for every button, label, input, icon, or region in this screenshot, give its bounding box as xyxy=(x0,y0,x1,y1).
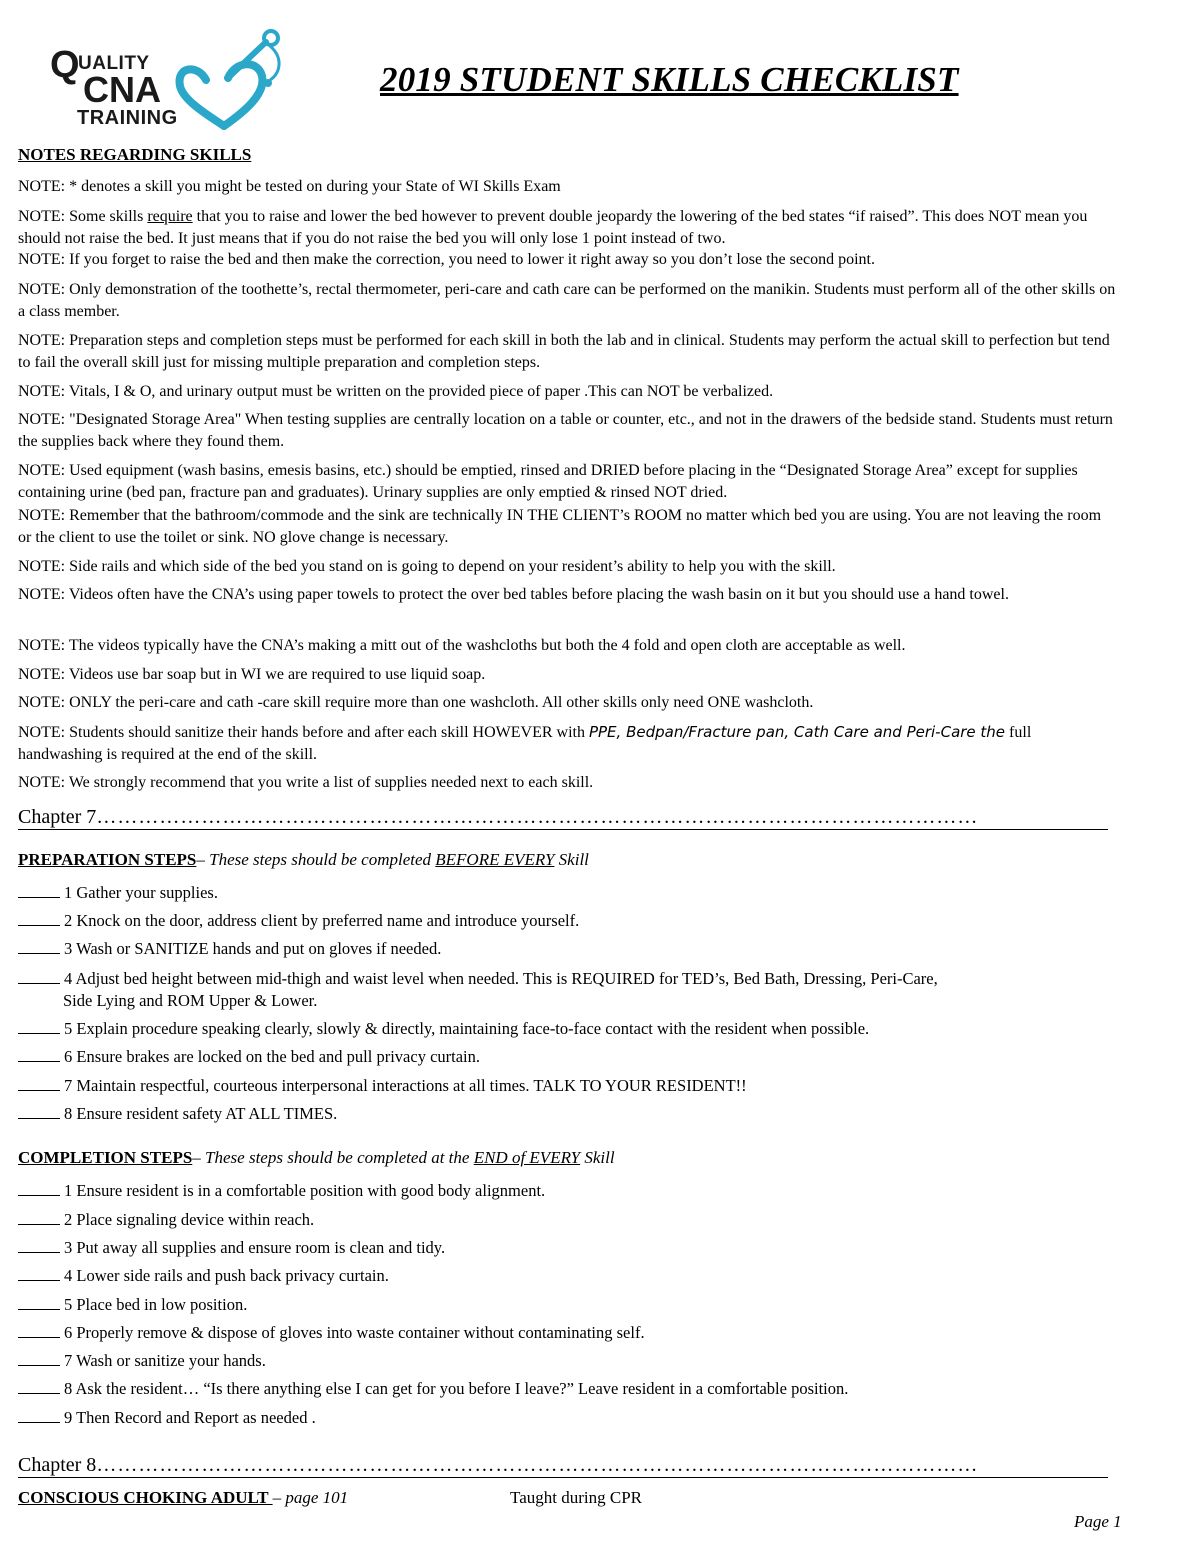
note-4: NOTE: Only demonstration of the toothette’s, rectal thermometer, peri-care and cath care can be performed on the manikin. Students must perform all of the other skills on a class member. xyxy=(18,281,1116,320)
logo-uality: UALITY xyxy=(78,53,150,74)
prep-step-3: 3 Wash or SANITIZE hands and put on gloves if needed. xyxy=(18,938,1118,960)
checkbox-blank[interactable] xyxy=(18,1047,60,1062)
conscious-choking-adult-line: CONSCIOUS CHOKING ADULT – page 101 Taught during CPR xyxy=(18,1488,642,1507)
checkbox-blank[interactable] xyxy=(18,1379,60,1394)
chapter-8-heading: Chapter 8……………………………………………………………………………………………………………… xyxy=(18,1453,1108,1478)
taught-during-cpr: Taught during CPR xyxy=(510,1488,642,1507)
checkbox-blank[interactable] xyxy=(18,1323,60,1338)
note-16: NOTE: We strongly recommend that you write a list of supplies needed next to each skill. xyxy=(18,774,594,791)
checkbox-blank[interactable] xyxy=(18,1351,60,1366)
note-8: NOTE: Used equipment (wash basins, emesis basins, etc.) should be emptied, rinsed and DRIED before placing in the “Designated Storage Area” except for supplies containing urine (bed pan, fracture pan and graduates). Urinary supplies are only emptied & rinsed NOT dried. xyxy=(18,462,1078,501)
completion-step-4: 4 Lower side rails and push back privacy curtain. xyxy=(18,1265,1118,1287)
completion-step-9: 9 Then Record and Report as needed . xyxy=(18,1407,1118,1429)
checkbox-blank[interactable] xyxy=(18,1266,60,1281)
page-number: Page 1 xyxy=(1074,1512,1122,1531)
checkbox-blank[interactable] xyxy=(18,1238,60,1253)
completion-step-2: 2 Place signaling device within reach. xyxy=(18,1209,1118,1231)
checkbox-blank[interactable] xyxy=(18,939,60,954)
checkbox-blank[interactable] xyxy=(18,969,60,984)
prep-step-7: 7 Maintain respectful, courteous interpersonal interactions at all times. TALK TO YOUR RESIDENT!! xyxy=(18,1075,1118,1097)
note-11: NOTE: Videos often have the CNA’s using paper towels to protect the over bed tables before placing the wash basin on it but you should use a hand towel. xyxy=(18,586,1009,603)
note-15: NOTE: Students should sanitize their hands before and after each skill HOWEVER with PPE, Bedpan/Fracture pan, Cath Care and Peri-Care the full handwashing is required at the end of the skill. xyxy=(18,723,1032,763)
checkbox-blank[interactable] xyxy=(18,911,60,926)
choking-heading: CONSCIOUS CHOKING ADULT xyxy=(18,1488,273,1507)
checkbox-blank[interactable] xyxy=(18,1076,60,1091)
completion-steps-heading: COMPLETION STEPS– These steps should be completed at the END of EVERY Skill xyxy=(18,1148,615,1167)
completion-step-5: 5 Place bed in low position. xyxy=(18,1294,1118,1316)
checkbox-blank[interactable] xyxy=(18,883,60,898)
prep-step-4: 4 Adjust bed height between mid-thigh and waist level when needed. This is REQUIRED for TED’s, Bed Bath, Dressing, Peri-Care, Side Lying and ROM Upper & Lower. xyxy=(18,968,1118,1012)
note-3: NOTE: If you forget to raise the bed and then make the correction, you need to lower it right away so you don’t lose the second point. xyxy=(18,251,875,268)
logo xyxy=(48,28,293,130)
note-10: NOTE: Side rails and which side of the bed you stand on is going to depend on your resident’s ability to help you with the skill. xyxy=(18,558,836,575)
completion-step-7: 7 Wash or sanitize your hands. xyxy=(18,1350,1118,1372)
chapter-7-heading: Chapter 7……………………………………………………………………………………………………………… xyxy=(18,805,1108,830)
completion-step-1: 1 Ensure resident is in a comfortable position with good body alignment. xyxy=(18,1180,1118,1202)
checkbox-blank[interactable] xyxy=(18,1104,60,1119)
prep-step-6: 6 Ensure brakes are locked on the bed and pull privacy curtain. xyxy=(18,1046,1118,1068)
logo-training: TRAINING xyxy=(77,107,178,129)
checkbox-blank[interactable] xyxy=(18,1408,60,1423)
note-6: NOTE: Vitals, I & O, and urinary output must be written on the provided piece of paper .This can NOT be verbalized. xyxy=(18,383,774,400)
prep-step-2: 2 Knock on the door, address client by preferred name and introduce yourself. xyxy=(18,910,1118,932)
checkbox-blank[interactable] xyxy=(18,1295,60,1310)
note-7: NOTE: "Designated Storage Area" When testing supplies are centrally location on a table or counter, etc., and not in the drawers of the bedside stand. Students must return the supplies back where they found them. xyxy=(18,411,1113,450)
note-12: NOTE: The videos typically have the CNA’s making a mitt out of the washcloths but both the 4 fold and open cloth are acceptable as well. xyxy=(18,637,906,654)
note-13: NOTE: Videos use bar soap but in WI we are required to use liquid soap. xyxy=(18,666,486,683)
completion-step-8: 8 Ask the resident… “Is there anything else I can get for you before I leave?” Leave resident in a comfortable position. xyxy=(18,1378,1118,1400)
completion-step-3: 3 Put away all supplies and ensure room is clean and tidy. xyxy=(18,1237,1118,1259)
logo-q: Q xyxy=(50,44,80,86)
checkbox-blank[interactable] xyxy=(18,1181,60,1196)
note-9: NOTE: Remember that the bathroom/commode and the sink are technically IN THE CLIENT’s ROOM no matter which bed you are using. You are not leaving the room or the client to use the toilet or sink. NO glove change is necessary. xyxy=(18,507,1102,546)
preparation-steps-heading: PREPARATION STEPS– These steps should be completed BEFORE EVERY Skill xyxy=(18,850,589,869)
prep-step-8: 8 Ensure resident safety AT ALL TIMES. xyxy=(18,1103,1118,1125)
note-1: NOTE: * denotes a skill you might be tested on during your State of WI Skills Exam xyxy=(18,178,561,195)
completion-step-6: 6 Properly remove & dispose of gloves into waste container without contaminating self. xyxy=(18,1322,1118,1344)
prep-step-5: 5 Explain procedure speaking clearly, slowly & directly, maintaining face-to-face contact with the resident when possible. xyxy=(18,1018,1118,1040)
document-title: 2019 STUDENT SKILLS CHECKLIST xyxy=(380,60,959,99)
logo-cna: CNA xyxy=(83,69,161,110)
note-2: NOTE: Some skills require that you to raise and lower the bed however to prevent double jeopardy the lowering of the bed states “if raised”. This does NOT mean you should not raise the bed. It just means that if you do not raise the bed you will only lose 1 point instead of two. xyxy=(18,208,1088,247)
checkbox-blank[interactable] xyxy=(18,1019,60,1034)
note-5: NOTE: Preparation steps and completion steps must be performed for each skill in both the lab and in clinical. Students may perform the actual skill to perfection but tend to fail the overall skill just for missing multiple preparation and completion steps. xyxy=(18,332,1110,371)
checkbox-blank[interactable] xyxy=(18,1210,60,1225)
prep-step-1: 1 Gather your supplies. xyxy=(18,882,1118,904)
note-14: NOTE: ONLY the peri-care and cath -care skill require more than one washcloth. All other skills only need ONE washcloth. xyxy=(18,694,814,711)
notes-heading: NOTES REGARDING SKILLS xyxy=(18,145,252,164)
